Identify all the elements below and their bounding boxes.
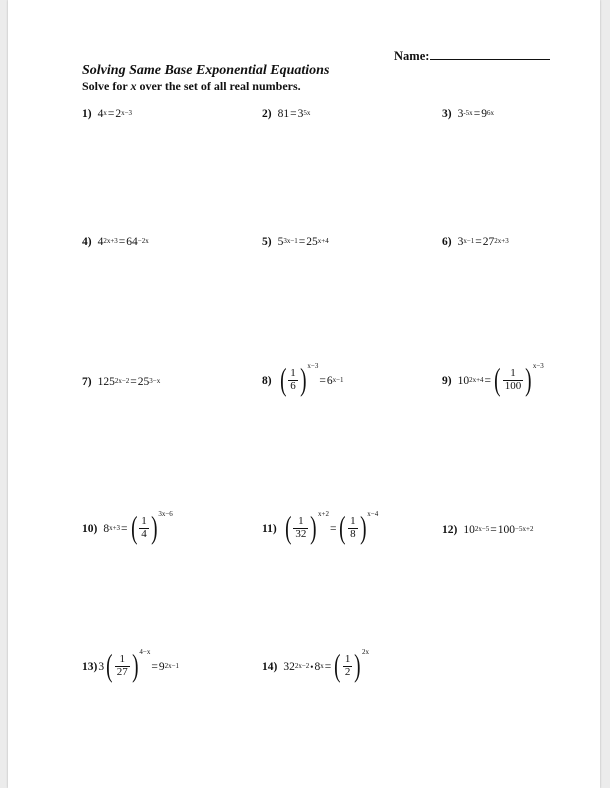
name-field[interactable] — [394, 48, 550, 64]
problem-1: 1) 4 $^x$ = 2 $^{x-3}$ — [82, 108, 133, 120]
equation: 32 $^{2x-2}$ • 8 $^x$ = ( $\frac{1}{2}$ ) 2x — [283, 647, 370, 683]
equation: 3 ( $\frac{1}{27}$ ) 4−x = 9 $^{2x-1}$ — [98, 647, 180, 683]
equation: 8 $^{x+3}$ = ( $\frac{1}{4}$ ) 3x−6 — [103, 509, 173, 545]
name-label: Name: — [394, 49, 430, 63]
equation: 4 $^{2x+3}$ = 64 $^{-2x}$ — [97, 236, 149, 248]
problem-13: 13) 3 ( $\frac{1}{27}$ ) 4−x = 9 $^{2x-1}$ — [82, 647, 180, 683]
problem-14: 14) 32 $^{2x-2}$ • 8 $^x$ = ( $\frac{1}{2}$ ) 2x — [262, 647, 370, 683]
problem-3: 3) 3 $^{-5x}$ = 9 $^{6x}$ — [442, 108, 494, 120]
equation: 10 $^{2x-5}$ = 100 $^{-5x+2}$ — [463, 524, 534, 536]
name-blank-line[interactable] — [430, 48, 550, 60]
problem-6: 6) 3 $^{x-1}$ = 27 $^{2x+3}$ — [442, 236, 509, 248]
equation: 3 $^{x-1}$ = 27 $^{2x+3}$ — [457, 236, 509, 248]
problem-12: 12) 10 $^{2x-5}$ = 100 $^{-5x+2}$ — [442, 524, 534, 536]
worksheet-page — [8, 0, 600, 788]
equation: 4 $^x$ = 2 $^{x-3}$ — [97, 108, 133, 120]
problem-5: 5) 5 $^{3x-1}$ = 25 $^{x+4}$ — [262, 236, 329, 248]
problem-2: 2) 81 = 3 $^{5x}$ — [262, 108, 311, 120]
worksheet-title: Solving Same Base Exponential Equations — [82, 63, 330, 78]
problem-9: 9) 10 $^{2x+4}$ = ( $\frac{1}{100}$ ) x−3 — [442, 361, 544, 397]
problem-11: 11) ( $\frac{1}{32}$ ) x+2 = ( $\frac{1}{8}$ ) x−4 — [262, 509, 379, 545]
problem-4: 4) 4 $^{2x+3}$ = 64 $^{-2x}$ — [82, 236, 149, 248]
equation: ( $\frac{1}{32}$ ) x+2 = ( $\frac{1}{8}$ ) x−4 — [284, 509, 379, 545]
problem-7: 7) 125 $^{2x-2}$ = 25 $^{3-x}$ — [82, 376, 161, 388]
equation: 3 $^{-5x}$ = 9 $^{6x}$ — [457, 108, 494, 120]
worksheet-instructions: Solve for x over the set of all real numbers. — [82, 79, 301, 93]
equation: 10 $^{2x+4}$ = ( $\frac{1}{100}$ ) x−3 — [457, 361, 544, 397]
problem-10: 10) 8 $^{x+3}$ = ( $\frac{1}{4}$ ) 3x−6 — [82, 509, 173, 545]
equation: 5 $^{3x-1}$ = 25 $^{x+4}$ — [277, 236, 329, 248]
equation: 125 $^{2x-2}$ = 25 $^{3-x}$ — [97, 376, 161, 388]
equation: 81 = 3 $^{5x}$ — [277, 108, 311, 120]
problem-8: 8) ( $\frac{1}{6}$ ) x−3 = 6 $^{x-1}$ — [262, 361, 344, 397]
equation: ( $\frac{1}{6}$ ) x−3 = 6 $^{x-1}$ — [279, 361, 344, 397]
